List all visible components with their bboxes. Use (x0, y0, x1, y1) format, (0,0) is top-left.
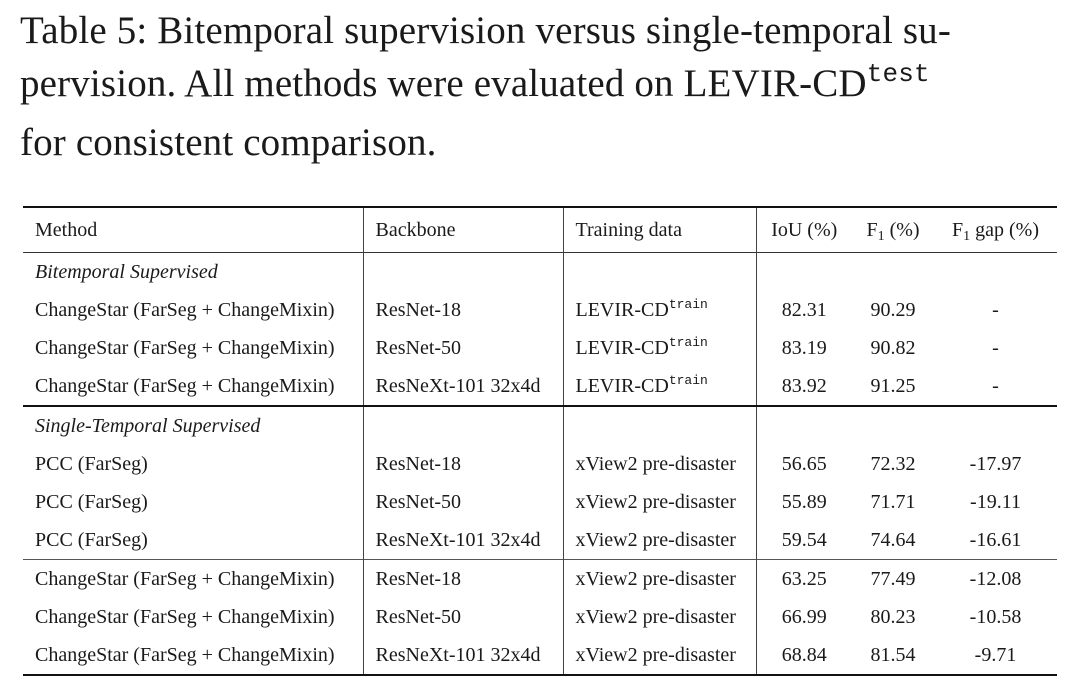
cell-f1-gap: - (992, 298, 999, 321)
cell-iou: 68.84 (781, 643, 827, 666)
cell-iou: 83.19 (781, 336, 827, 359)
cell-training-data: xView2 pre-disaster (563, 521, 756, 560)
cell-empty (563, 406, 756, 445)
cell-iou: 55.89 (781, 490, 827, 513)
cell-empty (852, 253, 934, 292)
group-label: Bitemporal Supervised (23, 253, 363, 292)
cell-backbone: ResNeXt-101 32x4d (363, 367, 563, 406)
cell-training-data: xView2 pre-disaster (563, 598, 756, 636)
cell-iou: 66.99 (781, 605, 827, 628)
group-single-temporal (23, 406, 1057, 560)
table-row (23, 445, 1057, 483)
caption-line-2 (20, 57, 1065, 116)
cell-training-data: xView2 pre-disaster (563, 483, 756, 521)
header-iou: IoU (%) (771, 218, 838, 241)
cell-backbone: ResNet-50 (363, 598, 563, 636)
cell-f1-gap: -12.08 (969, 567, 1022, 590)
cell-method: ChangeStar (FarSeg + ChangeMixin) (23, 291, 363, 329)
group-changestar-single-temporal (23, 560, 1057, 676)
group-label-row (23, 253, 1057, 292)
cell-training-data: xView2 pre-disaster (563, 636, 756, 675)
header-method: Method (23, 207, 363, 253)
cell-backbone: ResNet-18 (363, 291, 563, 329)
header-f1: $F_1$ (%) (866, 218, 920, 244)
cell-f1: 91.25 (870, 374, 916, 397)
group-label: Single-Temporal Supervised (23, 406, 363, 445)
cell-backbone: ResNet-18 (363, 560, 563, 599)
table-row (23, 521, 1057, 560)
cell-method: ChangeStar (FarSeg + ChangeMixin) (23, 636, 363, 675)
cell-f1-gap: -19.11 (970, 490, 1021, 513)
training-superscript: train (668, 372, 708, 388)
cell-empty (756, 406, 852, 445)
header-backbone: Backbone (363, 207, 563, 253)
cell-f1-gap: -17.97 (969, 452, 1022, 475)
cell-method: ChangeStar (FarSeg + ChangeMixin) (23, 367, 363, 406)
cell-f1: 71.71 (870, 490, 916, 513)
cell-training-data: xView2 pre-disaster (563, 445, 756, 483)
cell-training-data: LEVIR-$CD^{train}$ (563, 291, 756, 329)
table-row (23, 598, 1057, 636)
cell-backbone: ResNet-50 (363, 483, 563, 521)
cell-method: PCC (FarSeg) (23, 483, 363, 521)
cell-iou: 59.54 (781, 528, 827, 551)
table-row (23, 291, 1057, 329)
cell-empty (852, 406, 934, 445)
cell-f1: 81.54 (870, 643, 916, 666)
cell-f1-gap: -9.71 (974, 643, 1017, 666)
cell-backbone: ResNeXt-101 32x4d (363, 521, 563, 560)
cell-iou: 82.31 (781, 298, 827, 321)
group-label-row (23, 406, 1057, 445)
caption-line-1: Table 5: Bitemporal supervision versus single-temporal su- (20, 9, 951, 52)
cell-empty (563, 253, 756, 292)
cell-empty (756, 253, 852, 292)
cell-f1: 90.82 (870, 336, 916, 359)
cell-f1: 90.29 (870, 298, 916, 321)
group-bitemporal (23, 253, 1057, 407)
table-row (23, 560, 1057, 599)
caption-superscript: test (866, 59, 930, 89)
header-training-data: Training data (563, 207, 756, 253)
cell-empty (363, 406, 563, 445)
table-row (23, 329, 1057, 367)
cell-f1: 74.64 (870, 528, 916, 551)
cell-method: PCC (FarSeg) (23, 521, 363, 560)
cell-method: ChangeStar (FarSeg + ChangeMixin) (23, 598, 363, 636)
cell-empty (934, 253, 1057, 292)
cell-f1-gap: -10.58 (969, 605, 1022, 628)
cell-backbone: ResNet-50 (363, 329, 563, 367)
caption-line-3: for consistent comparison. (20, 121, 437, 164)
cell-f1-gap: -16.61 (969, 528, 1022, 551)
training-superscript: train (668, 296, 708, 312)
header-f1-gap: $F_1$ gap (%) (952, 218, 1039, 244)
cell-f1-gap: - (992, 374, 999, 397)
table-header-row (23, 207, 1057, 253)
training-superscript: train (668, 334, 708, 350)
cell-training-data: xView2 pre-disaster (563, 560, 756, 599)
cell-backbone: ResNeXt-101 32x4d (363, 636, 563, 675)
cell-empty (363, 253, 563, 292)
cell-f1-gap: - (992, 336, 999, 359)
table-caption (20, 4, 1065, 169)
cell-training-data: LEVIR-$CD^{train}$ (563, 367, 756, 406)
cell-f1: 77.49 (870, 567, 916, 590)
caption-line-2-text: pervision. All methods were evaluated on LEVIR-CD (20, 62, 867, 105)
cell-training-data: LEVIR-$CD^{train}$ (563, 329, 756, 367)
cell-f1: 72.32 (870, 452, 916, 475)
results-table-wrapper (23, 206, 1057, 676)
cell-iou: 63.25 (781, 567, 827, 590)
table-row (23, 483, 1057, 521)
table-row (23, 636, 1057, 675)
results-table (23, 206, 1057, 676)
table-row (23, 367, 1057, 406)
cell-empty (934, 406, 1057, 445)
cell-backbone: ResNet-18 (363, 445, 563, 483)
cell-method: PCC (FarSeg) (23, 445, 363, 483)
cell-method: ChangeStar (FarSeg + ChangeMixin) (23, 329, 363, 367)
cell-iou: 56.65 (781, 452, 827, 475)
cell-method: ChangeStar (FarSeg + ChangeMixin) (23, 560, 363, 599)
cell-f1: 80.23 (870, 605, 916, 628)
cell-iou: 83.92 (781, 374, 827, 397)
